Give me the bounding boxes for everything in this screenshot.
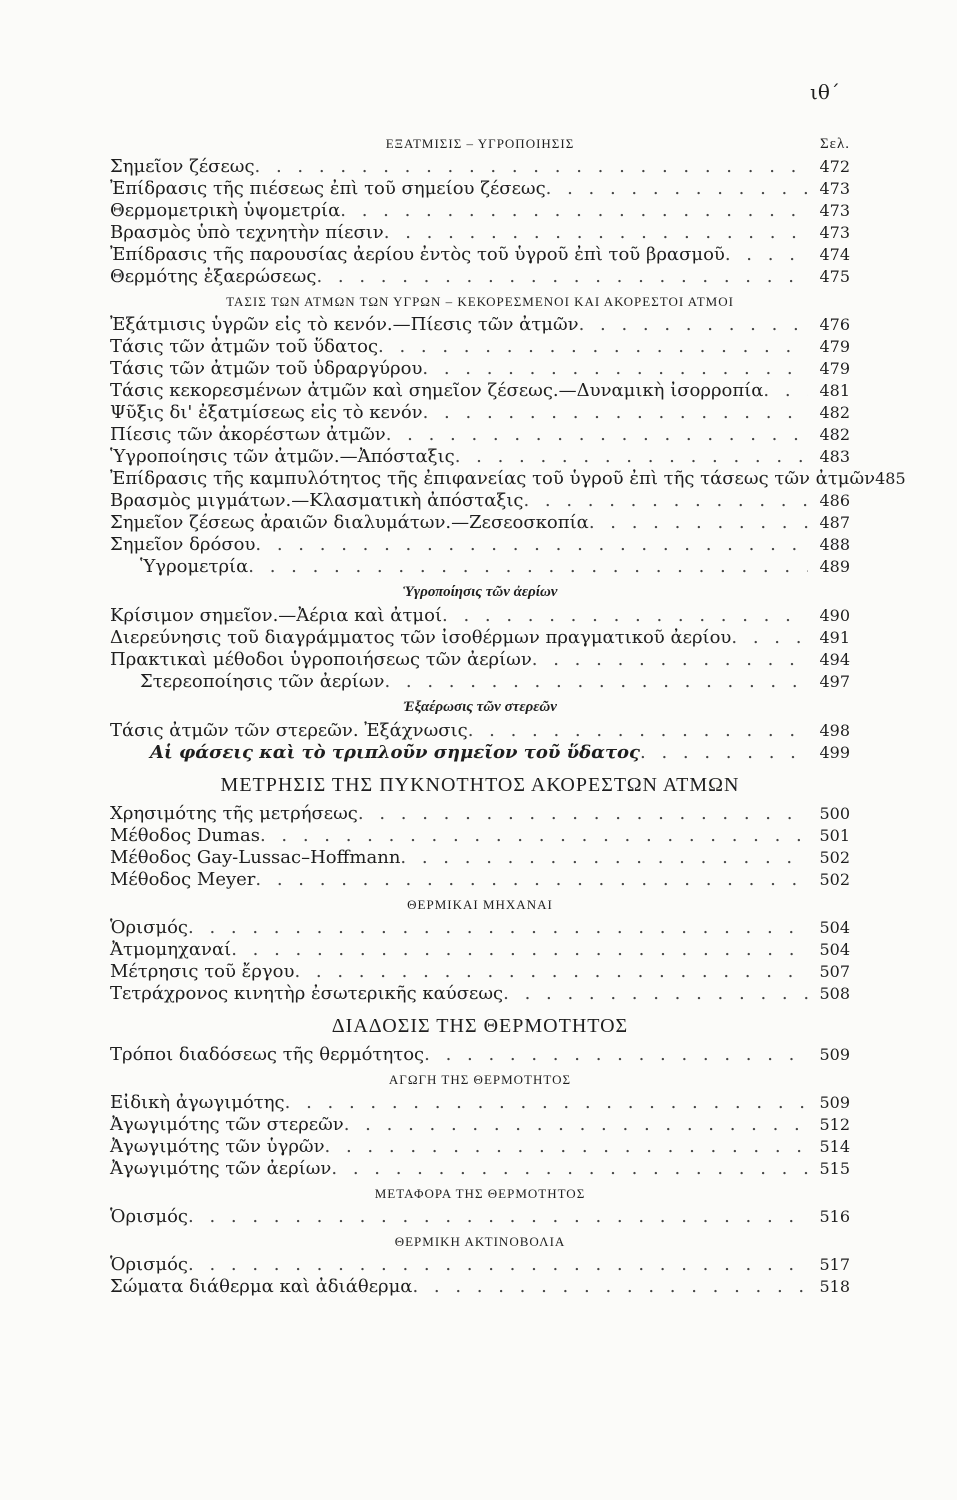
toc-entry-page: 483 — [819, 447, 850, 466]
toc-entry-page: 500 — [819, 804, 850, 823]
toc-entry-page: 516 — [819, 1207, 850, 1226]
toc-entry-page: 518 — [819, 1277, 850, 1296]
leader-dots — [188, 917, 808, 939]
toc-entry — [110, 380, 850, 402]
toc-entry — [110, 1206, 850, 1228]
toc-entry-page: 502 — [819, 870, 850, 889]
toc-entry-page: 489 — [819, 557, 850, 576]
toc-entry-label: Εἰδικὴ ἀγωγιμότης — [110, 1092, 285, 1113]
section-heading — [110, 584, 850, 601]
toc-entry-page: 491 — [819, 628, 850, 647]
leader-dots — [455, 446, 808, 468]
toc-entry-page: 504 — [819, 918, 850, 937]
toc-entry-label: Ἐπίδρασις τῆς παρουσίας ἀερίου ἐντὸς τοῦ ὑγροῦ ἐπὶ τοῦ βρασμοῦ — [110, 244, 725, 265]
leader-dots — [378, 336, 808, 358]
page-column-label: Σελ. — [819, 136, 850, 152]
toc-entry-page: 499 — [819, 743, 850, 762]
toc-entry — [110, 671, 850, 693]
toc-entry-label: Τάσις ἀτμῶν τῶν στερεῶν. Ἐξάχνωσις — [110, 720, 468, 741]
toc-entry-label: Τάσις τῶν ἀτμῶν τοῦ ὑδραργύρου — [110, 358, 423, 379]
section-heading — [110, 136, 850, 152]
toc-entry-page: 509 — [819, 1045, 850, 1064]
toc-entry-label: Ὁρισμός — [110, 917, 189, 938]
toc-entry-page: 494 — [819, 650, 850, 669]
toc-entry — [110, 244, 850, 266]
toc-entry-label: Θερμομετρικὴ ὑψομετρία — [110, 200, 341, 221]
toc-entry — [110, 742, 850, 764]
leader-dots — [763, 380, 808, 402]
toc-entry — [110, 720, 850, 742]
toc-entry-label: Τετράχρονος κινητὴρ ἐσωτερικῆς καύσεως — [110, 983, 504, 1004]
toc-entry-label: Αἱ φάσεις καὶ τὸ τριπλοῦν σημεῖον τοῦ ὕδατος — [150, 742, 641, 763]
leader-dots — [344, 1114, 808, 1136]
section-heading — [110, 294, 850, 310]
leader-dots — [260, 825, 808, 847]
toc-entry-page: 487 — [819, 513, 850, 532]
toc-entry-label: Σημεῖον δρόσου — [110, 534, 256, 555]
section-heading-text: ΑΓΩΓΗ ΤΗΣ ΘΕΡΜΟΤΗΤΟΣ — [388, 1072, 572, 1087]
toc-entry — [110, 358, 850, 380]
toc-entry-label: Ἐξάτμισις ὑγρῶν εἰς τὸ κενόν.—Πίεσις τῶν ἀτμῶν — [110, 314, 579, 335]
toc-entry — [110, 627, 850, 649]
toc-entry-label: Πίεσις τῶν ἀκορέστων ἀτμῶν — [110, 424, 386, 445]
section-heading-text: Ἐξαέρωσις τῶν στερεῶν — [403, 699, 557, 715]
toc-entry-label: Διερεύνησις τοῦ διαγράμματος τῶν ἰσοθέρμων πραγματικοῦ ἀερίου — [110, 627, 732, 648]
toc-entry-label: Σημεῖον ζέσεως ἀραιῶν διαλυμάτων.—Ζεσεοσκοπία — [110, 512, 589, 533]
toc-entry-label: Ὑγρομετρία — [140, 556, 249, 577]
leader-dots — [412, 1276, 808, 1298]
leader-dots — [386, 424, 808, 446]
toc-entry-page: 490 — [819, 606, 850, 625]
leader-dots — [316, 266, 808, 288]
toc-entry-label: Τρόποι διαδόσεως τῆς θερμότητος — [110, 1044, 425, 1065]
section-heading-text: ΜΕΤΡΗΣΙΣ ΤΗΣ ΠΥΚΝΟΤΗΤΟΣ ΑΚΟΡΕΣΤΩΝ ΑΤΜΩΝ — [220, 774, 740, 796]
toc-entry-label: Τάσις κεκορεσμένων ἀτμῶν καὶ σημεῖον ζέσεως.—Δυναμικὴ ἰσορροπία — [110, 380, 764, 401]
toc-entry — [110, 534, 850, 556]
toc-entry-label: Βρασμὸς μιγμάτων.—Κλασματικὴ ἀπόσταξις — [110, 490, 524, 511]
section-heading — [110, 1072, 850, 1088]
leader-dots — [546, 178, 808, 200]
toc-entry — [110, 1158, 850, 1180]
leader-dots — [579, 314, 808, 336]
toc-entry — [110, 961, 850, 983]
toc-entry-label: Στερεοποίησις τῶν ἀερίων — [140, 671, 385, 692]
toc-entry-page: 501 — [819, 826, 850, 845]
section-heading — [110, 897, 850, 913]
toc-entry — [110, 468, 906, 490]
toc-entry — [110, 156, 850, 178]
leader-dots — [340, 200, 808, 222]
toc-entry-page: 473 — [819, 201, 850, 220]
toc-entry-page: 476 — [819, 315, 850, 334]
toc-entry-label: Ὑγροποίησις τῶν ἀτμῶν.—Ἀπόσταξις — [110, 446, 455, 467]
toc-entry-label: Κρίσιμον σημεῖον.—Ἀέρια καὶ ἀτμοί — [110, 605, 443, 626]
toc-entry — [110, 200, 850, 222]
toc-entry-page: 473 — [819, 179, 850, 198]
toc-entry — [110, 1114, 850, 1136]
section-heading — [110, 1186, 850, 1202]
toc-entry-label: Σημεῖον ζέσεως — [110, 156, 255, 177]
toc-entry-label: Μέτρησις τοῦ ἔργου — [110, 961, 295, 982]
toc-entry-page: 481 — [819, 381, 850, 400]
toc-entry — [110, 512, 850, 534]
leader-dots — [725, 244, 808, 266]
toc-entry-label: Ἀγωγιμότης τῶν ὑγρῶν — [110, 1136, 325, 1157]
toc-entry-label: Ἀγωγιμότης τῶν στερεῶν — [110, 1114, 344, 1135]
leader-dots — [640, 742, 808, 764]
leader-dots — [442, 605, 808, 627]
table-of-contents — [110, 130, 906, 1298]
toc-entry — [110, 803, 850, 825]
toc-entry-page: 502 — [819, 848, 850, 867]
toc-entry — [110, 1044, 850, 1066]
toc-entry — [110, 178, 850, 200]
toc-entry-page: 507 — [819, 962, 850, 981]
toc-entry-page: 498 — [819, 721, 850, 740]
toc-entry — [110, 983, 850, 1005]
toc-entry-label: Πρακτικαὶ μέθοδοι ὑγροποιήσεως τῶν ἀερίων — [110, 649, 532, 670]
leader-dots — [325, 1136, 808, 1158]
toc-entry-page: 515 — [819, 1159, 850, 1178]
section-heading — [110, 1234, 850, 1250]
toc-entry-label: Ἀτμομηχαναί — [110, 939, 232, 960]
toc-entry — [110, 1092, 850, 1114]
toc-entry-page: 517 — [819, 1255, 850, 1274]
leader-dots — [255, 534, 808, 556]
toc-entry — [110, 336, 850, 358]
section-heading — [110, 699, 850, 716]
toc-entry — [110, 1136, 850, 1158]
toc-entry — [110, 939, 850, 961]
leader-dots — [400, 847, 808, 869]
toc-entry — [110, 1276, 850, 1298]
toc-entry-label: Θερμότης ἐξαερώσεως — [110, 266, 317, 287]
section-heading-text: ΔΙΑΔΟΣΙΣ ΤΗΣ ΘΕΡΜΟΤΗΤΟΣ — [331, 1015, 629, 1037]
toc-entry — [110, 424, 850, 446]
section-heading — [110, 1015, 850, 1038]
toc-entry-page: 475 — [819, 267, 850, 286]
section-heading-text: ΘΕΡΜΙΚΑΙ ΜΗΧΑΝΑΙ — [407, 897, 553, 912]
toc-entry-label: Χρησιμότης τῆς μετρήσεως — [110, 803, 358, 824]
leader-dots — [424, 1044, 808, 1066]
toc-entry — [110, 446, 850, 468]
toc-entry-page: 485 — [875, 469, 906, 488]
leader-dots — [285, 1092, 808, 1114]
toc-entry — [110, 402, 850, 424]
leader-dots — [731, 627, 808, 649]
toc-entry — [110, 266, 850, 288]
leader-dots — [532, 649, 808, 671]
section-heading-text: ΤΑΣΙΣ ΤΩΝ ΑΤΜΩΝ ΤΩΝ ΥΓΡΩΝ – ΚΕΚΟΡΕΣΜΕΝΟΙ ΚΑΙ ΑΚΟΡΕΣΤΟΙ ΑΤΜΟΙ — [226, 294, 734, 309]
leader-dots — [523, 490, 808, 512]
toc-entry-label: Βρασμὸς ὑπὸ τεχνητὴν πίεσιν — [110, 222, 384, 243]
toc-entry — [110, 847, 850, 869]
toc-entry-page: 482 — [819, 403, 850, 422]
toc-entry — [110, 917, 850, 939]
toc-entry-page: 514 — [819, 1137, 850, 1156]
leader-dots — [188, 1206, 808, 1228]
toc-entry-page: 508 — [819, 984, 850, 1003]
toc-entry-label: Μέθοδος Gay-Lussac–Hoffmann — [110, 847, 401, 868]
toc-entry-page: 479 — [819, 337, 850, 356]
toc-entry-page: 472 — [819, 157, 850, 176]
leader-dots — [589, 512, 808, 534]
toc-entry-page: 479 — [819, 359, 850, 378]
leader-dots — [188, 1254, 808, 1276]
toc-entry — [110, 1254, 850, 1276]
leader-dots — [248, 556, 808, 578]
toc-entry-label: Μέθοδος Meyer — [110, 869, 256, 890]
leader-dots — [423, 402, 808, 424]
section-heading-text: ΕΞΑΤΜΙΣΙΣ – ΥΓΡΟΠΟΙΗΣΙΣ — [385, 136, 575, 151]
toc-entry-page: 509 — [819, 1093, 850, 1112]
leader-dots — [331, 1158, 808, 1180]
section-heading — [110, 774, 850, 797]
toc-entry-label: Ὁρισμός — [110, 1206, 189, 1227]
toc-entry-page: 482 — [819, 425, 850, 444]
toc-entry — [110, 222, 850, 244]
toc-entry-label: Ἐπίδρασις τῆς πιέσεως ἐπὶ τοῦ σημείου ζέσεως — [110, 178, 546, 199]
toc-entry-page: 497 — [819, 672, 850, 691]
leader-dots — [384, 671, 808, 693]
section-heading-text: Ὑγροποίησις τῶν ἀερίων — [402, 584, 558, 600]
toc-entry-label: Ψῦξις δι' ἐξατμίσεως εἰς τὸ κενόν — [110, 402, 423, 423]
toc-entry — [110, 556, 850, 578]
leader-dots — [468, 720, 808, 742]
leader-dots — [255, 156, 808, 178]
toc-entry-label: Ἐπίδρασις τῆς καμπυλότητος τῆς ἐπιφανείας τοῦ ὑγροῦ ἐπὶ τῆς τάσεως τῶν ἀτμῶν — [110, 468, 876, 489]
toc-entry-label: Μέθοδος Dumas — [110, 825, 260, 846]
section-heading-text: ΜΕΤΑΦΟΡΑ ΤΗΣ ΘΕΡΜΟΤΗΤΟΣ — [374, 1186, 586, 1201]
leader-dots — [255, 869, 808, 891]
toc-entry — [110, 314, 850, 336]
toc-entry-label: Σώματα διάθερμα καὶ ἀδιάθερμα — [110, 1276, 413, 1297]
leader-dots — [384, 222, 808, 244]
toc-entry-page: 504 — [819, 940, 850, 959]
toc-entry-page: 486 — [819, 491, 850, 510]
leader-dots — [231, 939, 808, 961]
toc-entry-label: Ὁρισμός — [110, 1254, 189, 1275]
section-heading-text: ΘΕΡΜΙΚΗ ΑΚΤΙΝΟΒΟΛΙΑ — [394, 1234, 566, 1249]
toc-entry-page: 488 — [819, 535, 850, 554]
leader-dots — [358, 803, 808, 825]
page-number: ιθ´ — [810, 80, 840, 104]
toc-entry — [110, 649, 850, 671]
toc-entry — [110, 825, 850, 847]
toc-entry — [110, 605, 850, 627]
toc-entry-label: Τάσις τῶν ἀτμῶν τοῦ ὕδατος — [110, 336, 379, 357]
toc-entry-page: 474 — [819, 245, 850, 264]
toc-entry-page: 473 — [819, 223, 850, 242]
toc-entry-label: Ἀγωγιμότης τῶν ἀερίων — [110, 1158, 332, 1179]
toc-entry — [110, 869, 850, 891]
toc-entry — [110, 490, 850, 512]
toc-entry-page: 512 — [819, 1115, 850, 1134]
leader-dots — [422, 358, 808, 380]
leader-dots — [503, 983, 808, 1005]
leader-dots — [294, 961, 808, 983]
